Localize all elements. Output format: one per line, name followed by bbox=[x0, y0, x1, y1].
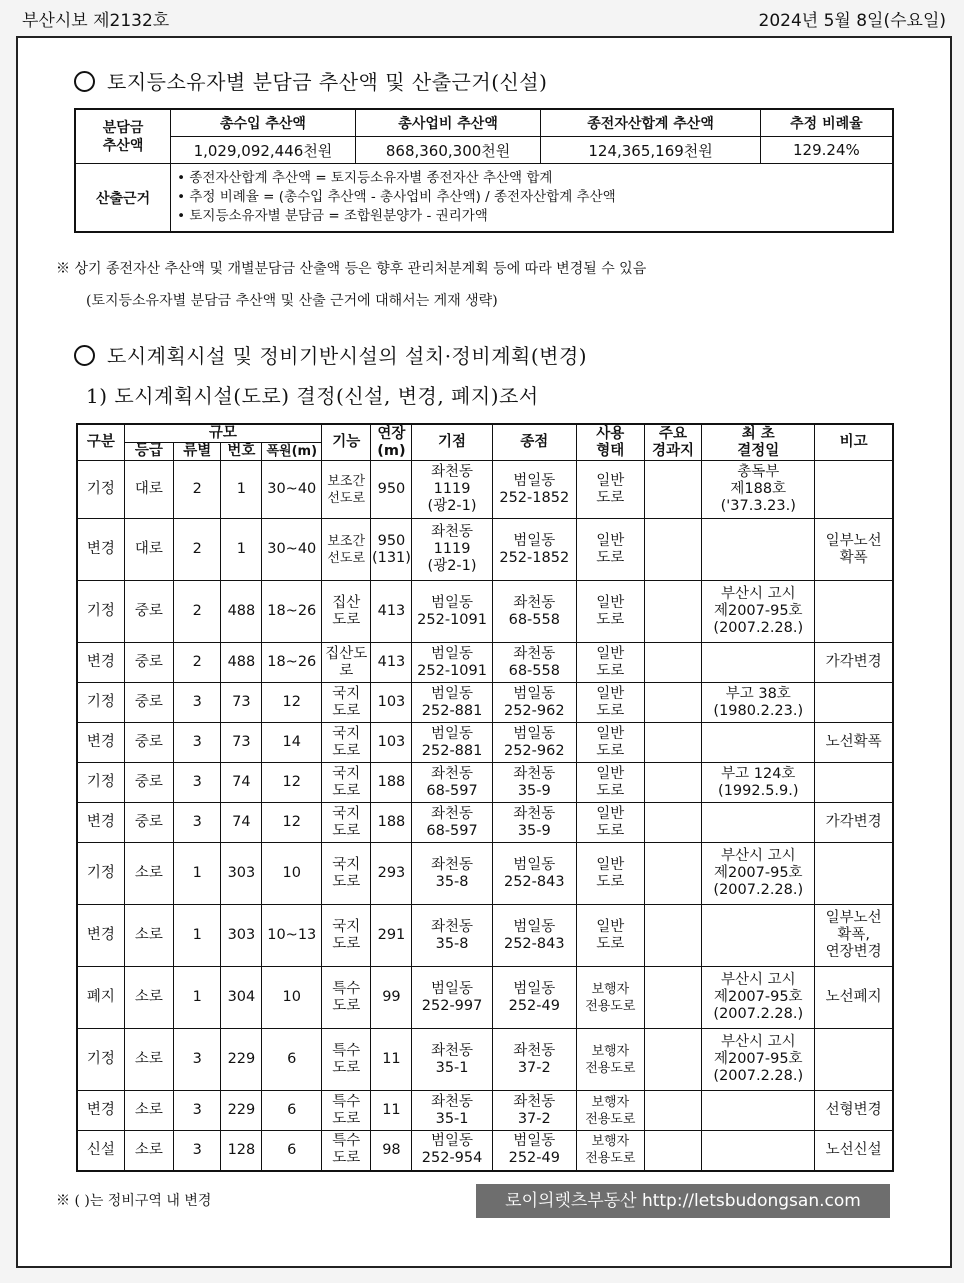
cell-gubun: 변경 bbox=[77, 1091, 124, 1131]
cell-number: 303 bbox=[221, 843, 262, 905]
cell-first-decision: 부고 38호 (1980.2.23.) bbox=[702, 683, 815, 723]
cell-via bbox=[644, 683, 702, 723]
cell-remark: 일부노선 확폭 bbox=[815, 519, 893, 581]
cell-via bbox=[644, 723, 702, 763]
basis-label: 산출근거 bbox=[75, 164, 171, 233]
cell-gubun: 기정 bbox=[77, 683, 124, 723]
cell-first-decision bbox=[702, 519, 815, 581]
cell-width: 18~26 bbox=[262, 581, 322, 643]
cell-width: 12 bbox=[262, 763, 322, 803]
cell-length: 11 bbox=[371, 1091, 412, 1131]
cell-length: 103 bbox=[371, 683, 412, 723]
table-row bbox=[77, 1091, 893, 1131]
cell-start: 좌천동 35-1 bbox=[412, 1029, 492, 1091]
cell-class: 2 bbox=[174, 581, 221, 643]
cell-gubun: 기정 bbox=[77, 763, 124, 803]
col-via: 주요 경과지 bbox=[644, 424, 702, 461]
table-row bbox=[77, 519, 893, 581]
cell-gubun: 신설 bbox=[77, 1131, 124, 1171]
cell-remark bbox=[815, 1029, 893, 1091]
cell-function: 보조간 선도로 bbox=[322, 461, 371, 519]
cell-grade: 중로 bbox=[124, 803, 173, 843]
cell-number: 73 bbox=[221, 723, 262, 763]
cell-function: 특수 도로 bbox=[322, 1131, 371, 1171]
cell-usage: 보행자 전용도로 bbox=[576, 1091, 644, 1131]
cell-width: 6 bbox=[262, 1091, 322, 1131]
header-total-cost: 총사업비 추산액 bbox=[355, 109, 541, 137]
cell-remark: 노선확폭 bbox=[815, 723, 893, 763]
cell-first-decision: 부산시 고시 제2007-95호 (2007.2.28.) bbox=[702, 843, 815, 905]
cell-start: 좌천동 1119 (광2-1) bbox=[412, 461, 492, 519]
cell-remark bbox=[815, 461, 893, 519]
col-class: 류별 bbox=[174, 443, 221, 461]
header-total-income: 총수입 추산액 bbox=[171, 109, 356, 137]
cell-remark: 가각변경 bbox=[815, 643, 893, 683]
header-prior-assets: 종전자산합계 추산액 bbox=[541, 109, 760, 137]
table-row bbox=[77, 763, 893, 803]
note-omitted: (토지등소유자별 분담금 추산액 및 산출 근거에 대해서는 게재 생략) bbox=[86, 293, 498, 309]
cell-end: 좌천동 35-9 bbox=[492, 763, 576, 803]
cell-grade: 소로 bbox=[124, 1091, 173, 1131]
col-usage: 사용 형태 bbox=[576, 424, 644, 461]
table-row bbox=[77, 843, 893, 905]
cell-function: 특수 도로 bbox=[322, 967, 371, 1029]
cell-length: 99 bbox=[371, 967, 412, 1029]
cell-via bbox=[644, 843, 702, 905]
cell-end: 좌천동 37-2 bbox=[492, 1029, 576, 1091]
col-number: 번호 bbox=[221, 443, 262, 461]
cell-gubun: 기정 bbox=[77, 843, 124, 905]
cell-start: 좌천동 35-8 bbox=[412, 905, 492, 967]
cell-first-decision bbox=[702, 1091, 815, 1131]
cell-class: 1 bbox=[174, 843, 221, 905]
cell-length: 950 (131) bbox=[371, 519, 412, 581]
cell-start: 좌천동 1119 (광2-1) bbox=[412, 519, 492, 581]
cell-length: 188 bbox=[371, 763, 412, 803]
footnote: ※ ( )는 정비구역 내 변경 bbox=[56, 1193, 212, 1209]
cell-end: 좌천동 68-558 bbox=[492, 581, 576, 643]
header-ratio: 추정 비례율 bbox=[760, 109, 893, 137]
cell-function: 국지 도로 bbox=[322, 843, 371, 905]
cell-remark: 선형변경 bbox=[815, 1091, 893, 1131]
col-gubun: 구분 bbox=[77, 424, 124, 461]
cell-function: 국지 도로 bbox=[322, 905, 371, 967]
cell-length: 293 bbox=[371, 843, 412, 905]
cell-grade: 소로 bbox=[124, 905, 173, 967]
cell-width: 6 bbox=[262, 1029, 322, 1091]
cell-start: 범일동 252-881 bbox=[412, 723, 492, 763]
value-total-income: 1,029,092,446천원 bbox=[171, 137, 356, 164]
table-row bbox=[77, 581, 893, 643]
cell-remark: 노선신설 bbox=[815, 1131, 893, 1171]
cell-class: 1 bbox=[174, 905, 221, 967]
cell-usage: 일반 도로 bbox=[576, 803, 644, 843]
cell-number: 1 bbox=[221, 519, 262, 581]
cell-usage: 일반 도로 bbox=[576, 905, 644, 967]
cell-gubun: 변경 bbox=[77, 905, 124, 967]
cell-start: 범일동 252-1091 bbox=[412, 581, 492, 643]
cell-gubun: 변경 bbox=[77, 643, 124, 683]
cell-class: 3 bbox=[174, 803, 221, 843]
cell-start: 좌천동 35-1 bbox=[412, 1091, 492, 1131]
cell-usage: 일반 도로 bbox=[576, 723, 644, 763]
table-row bbox=[77, 1131, 893, 1171]
cell-start: 범일동 252-954 bbox=[412, 1131, 492, 1171]
header-publication: 부산시보 제2132호 bbox=[22, 11, 170, 31]
circle-bullet-icon bbox=[74, 345, 95, 366]
value-total-cost: 868,360,300천원 bbox=[355, 137, 541, 164]
col-end: 종점 bbox=[492, 424, 576, 461]
table-row bbox=[77, 683, 893, 723]
cell-start: 범일동 252-881 bbox=[412, 683, 492, 723]
cell-number: 488 bbox=[221, 643, 262, 683]
cell-class: 2 bbox=[174, 461, 221, 519]
cell-function: 국지 도로 bbox=[322, 683, 371, 723]
cell-length: 98 bbox=[371, 1131, 412, 1171]
cell-via bbox=[644, 967, 702, 1029]
section2-title: 도시계획시설 및 정비기반시설의 설치·정비계획(변경) bbox=[74, 340, 587, 369]
cell-first-decision bbox=[702, 905, 815, 967]
cell-function: 국지 도로 bbox=[322, 723, 371, 763]
cell-start: 범일동 252-997 bbox=[412, 967, 492, 1029]
cell-function: 집산도 로 bbox=[322, 643, 371, 683]
cell-via bbox=[644, 1029, 702, 1091]
cell-via bbox=[644, 581, 702, 643]
circle-bullet-icon bbox=[74, 71, 95, 92]
cell-first-decision: 총독부 제188호 ('37.3.23.) bbox=[702, 461, 815, 519]
cell-remark: 가각변경 bbox=[815, 803, 893, 843]
cell-usage: 보행자 전용도로 bbox=[576, 1029, 644, 1091]
cell-end: 좌천동 68-558 bbox=[492, 643, 576, 683]
cell-length: 11 bbox=[371, 1029, 412, 1091]
cell-via bbox=[644, 803, 702, 843]
cell-via bbox=[644, 763, 702, 803]
road-decision-table bbox=[76, 423, 894, 1172]
cell-number: 304 bbox=[221, 967, 262, 1029]
cell-usage: 보행자 전용도로 bbox=[576, 967, 644, 1029]
cell-class: 1 bbox=[174, 967, 221, 1029]
cell-start: 좌천동 35-8 bbox=[412, 843, 492, 905]
cell-width: 10 bbox=[262, 967, 322, 1029]
cell-gubun: 폐지 bbox=[77, 967, 124, 1029]
cell-via bbox=[644, 1131, 702, 1171]
cell-number: 488 bbox=[221, 581, 262, 643]
basis-list bbox=[171, 164, 893, 233]
section2-subtitle: 1) 도시계획시설(도로) 결정(신설, 변경, 폐지)조서 bbox=[86, 384, 539, 408]
table-row bbox=[77, 905, 893, 967]
cell-number: 74 bbox=[221, 763, 262, 803]
basis-line: • 토지등소유자별 분담금 = 조합원분양가 - 권리가액 bbox=[177, 208, 488, 224]
cell-width: 6 bbox=[262, 1131, 322, 1171]
watermark: 로이의렛츠부동산 http://letsbudongsan.com bbox=[476, 1184, 890, 1218]
table-row bbox=[77, 643, 893, 683]
cell-grade: 중로 bbox=[124, 683, 173, 723]
cell-grade: 중로 bbox=[124, 723, 173, 763]
cell-usage: 일반 도로 bbox=[576, 643, 644, 683]
cell-grade: 중로 bbox=[124, 581, 173, 643]
cell-end: 범일동 252-49 bbox=[492, 1131, 576, 1171]
col-length: 연장 (m) bbox=[371, 424, 412, 461]
header-date: 2024년 5월 8일(수요일) bbox=[758, 11, 946, 31]
cell-remark bbox=[815, 581, 893, 643]
cell-grade: 소로 bbox=[124, 843, 173, 905]
cell-remark bbox=[815, 763, 893, 803]
cell-gubun: 기정 bbox=[77, 461, 124, 519]
cell-via bbox=[644, 905, 702, 967]
cell-first-decision: 부산시 고시 제2007-95호 (2007.2.28.) bbox=[702, 1029, 815, 1091]
value-ratio: 129.24% bbox=[760, 137, 893, 164]
col-width: 폭원(m) bbox=[262, 443, 322, 461]
cell-class: 3 bbox=[174, 1091, 221, 1131]
value-prior-assets: 124,365,169천원 bbox=[541, 137, 760, 164]
cell-grade: 소로 bbox=[124, 967, 173, 1029]
cell-remark: 노선폐지 bbox=[815, 967, 893, 1029]
cell-first-decision bbox=[702, 643, 815, 683]
cell-class: 3 bbox=[174, 723, 221, 763]
cell-gubun: 변경 bbox=[77, 803, 124, 843]
note-estimate: ※ 상기 종전자산 추산액 및 개별분담금 산출액 등은 향후 관리처분계획 등에 따라 변경될 수 있음 bbox=[56, 261, 647, 277]
cell-class: 3 bbox=[174, 1131, 221, 1171]
cell-usage: 일반 도로 bbox=[576, 843, 644, 905]
cell-function: 특수 도로 bbox=[322, 1091, 371, 1131]
cell-grade: 소로 bbox=[124, 1029, 173, 1091]
cell-number: 128 bbox=[221, 1131, 262, 1171]
col-function: 기능 bbox=[322, 424, 371, 461]
cell-length: 413 bbox=[371, 581, 412, 643]
col-first-decision: 최 초 결정일 bbox=[702, 424, 815, 461]
cell-length: 291 bbox=[371, 905, 412, 967]
table-row bbox=[77, 967, 893, 1029]
cell-grade: 대로 bbox=[124, 519, 173, 581]
cell-grade: 대로 bbox=[124, 461, 173, 519]
cell-function: 보조간 선도로 bbox=[322, 519, 371, 581]
cell-grade: 중로 bbox=[124, 763, 173, 803]
cell-class: 2 bbox=[174, 643, 221, 683]
cell-end: 범일동 252-843 bbox=[492, 905, 576, 967]
table-row bbox=[77, 723, 893, 763]
cell-width: 14 bbox=[262, 723, 322, 763]
cell-start: 좌천동 68-597 bbox=[412, 763, 492, 803]
cell-number: 229 bbox=[221, 1029, 262, 1091]
cell-grade: 중로 bbox=[124, 643, 173, 683]
cell-via bbox=[644, 519, 702, 581]
cell-function: 특수 도로 bbox=[322, 1029, 371, 1091]
cell-gubun: 기정 bbox=[77, 1029, 124, 1091]
cell-width: 18~26 bbox=[262, 643, 322, 683]
cell-usage: 보행자 전용도로 bbox=[576, 1131, 644, 1171]
cell-length: 413 bbox=[371, 643, 412, 683]
col-scale: 규모 bbox=[124, 424, 321, 443]
cell-function: 집산 도로 bbox=[322, 581, 371, 643]
cell-end: 범일동 252-962 bbox=[492, 723, 576, 763]
cell-start: 좌천동 68-597 bbox=[412, 803, 492, 843]
cell-usage: 일반 도로 bbox=[576, 519, 644, 581]
cell-end: 범일동 252-49 bbox=[492, 967, 576, 1029]
cell-length: 103 bbox=[371, 723, 412, 763]
basis-line: • 종전자산합계 추산액 = 토지등소유자별 종전자산 추산액 합계 bbox=[177, 170, 553, 186]
cell-length: 188 bbox=[371, 803, 412, 843]
cell-end: 범일동 252-843 bbox=[492, 843, 576, 905]
cell-class: 3 bbox=[174, 1029, 221, 1091]
table-row bbox=[77, 803, 893, 843]
cell-class: 3 bbox=[174, 763, 221, 803]
cell-end: 좌천동 35-9 bbox=[492, 803, 576, 843]
cell-width: 30~40 bbox=[262, 461, 322, 519]
cell-width: 10~13 bbox=[262, 905, 322, 967]
cell-number: 73 bbox=[221, 683, 262, 723]
cell-end: 범일동 252-962 bbox=[492, 683, 576, 723]
cell-gubun: 변경 bbox=[77, 519, 124, 581]
cell-via bbox=[644, 1091, 702, 1131]
cell-usage: 일반 도로 bbox=[576, 683, 644, 723]
table-row bbox=[77, 461, 893, 519]
col-start: 기점 bbox=[412, 424, 492, 461]
cell-number: 303 bbox=[221, 905, 262, 967]
section1-title: 토지등소유자별 분담금 추산액 및 산출근거(신설) bbox=[74, 66, 547, 95]
cell-first-decision: 부고 124호 (1992.5.9.) bbox=[702, 763, 815, 803]
cell-start: 범일동 252-1091 bbox=[412, 643, 492, 683]
basis-line: • 추정 비례율 = (총수입 추산액 - 총사업비 추산액) / 종전자산합계 추산액 bbox=[177, 189, 616, 205]
cell-usage: 일반 도로 bbox=[576, 461, 644, 519]
allotment-table bbox=[74, 108, 894, 233]
cell-remark bbox=[815, 843, 893, 905]
cell-first-decision bbox=[702, 723, 815, 763]
cell-gubun: 기정 bbox=[77, 581, 124, 643]
cell-function: 국지 도로 bbox=[322, 803, 371, 843]
cell-usage: 일반 도로 bbox=[576, 581, 644, 643]
allotment-row-label: 분담금 추산액 bbox=[75, 109, 171, 164]
cell-gubun: 변경 bbox=[77, 723, 124, 763]
cell-width: 12 bbox=[262, 683, 322, 723]
cell-number: 74 bbox=[221, 803, 262, 843]
col-grade: 등급 bbox=[124, 443, 173, 461]
cell-end: 좌천동 37-2 bbox=[492, 1091, 576, 1131]
cell-width: 30~40 bbox=[262, 519, 322, 581]
cell-length: 950 bbox=[371, 461, 412, 519]
cell-usage: 일반 도로 bbox=[576, 763, 644, 803]
cell-remark: 일부노선 확폭, 연장변경 bbox=[815, 905, 893, 967]
table-row bbox=[77, 1029, 893, 1091]
cell-first-decision bbox=[702, 803, 815, 843]
cell-grade: 소로 bbox=[124, 1131, 173, 1171]
cell-end: 범일동 252-1852 bbox=[492, 461, 576, 519]
cell-via bbox=[644, 461, 702, 519]
cell-end: 범일동 252-1852 bbox=[492, 519, 576, 581]
cell-class: 3 bbox=[174, 683, 221, 723]
cell-number: 1 bbox=[221, 461, 262, 519]
cell-remark bbox=[815, 683, 893, 723]
cell-via bbox=[644, 643, 702, 683]
cell-function: 국지 도로 bbox=[322, 763, 371, 803]
cell-first-decision: 부산시 고시 제2007-95호 (2007.2.28.) bbox=[702, 967, 815, 1029]
cell-number: 229 bbox=[221, 1091, 262, 1131]
cell-width: 12 bbox=[262, 803, 322, 843]
col-remark: 비고 bbox=[815, 424, 893, 461]
road-rows bbox=[77, 461, 893, 1171]
cell-first-decision bbox=[702, 1131, 815, 1171]
cell-class: 2 bbox=[174, 519, 221, 581]
cell-first-decision: 부산시 고시 제2007-95호 (2007.2.28.) bbox=[702, 581, 815, 643]
cell-width: 10 bbox=[262, 843, 322, 905]
